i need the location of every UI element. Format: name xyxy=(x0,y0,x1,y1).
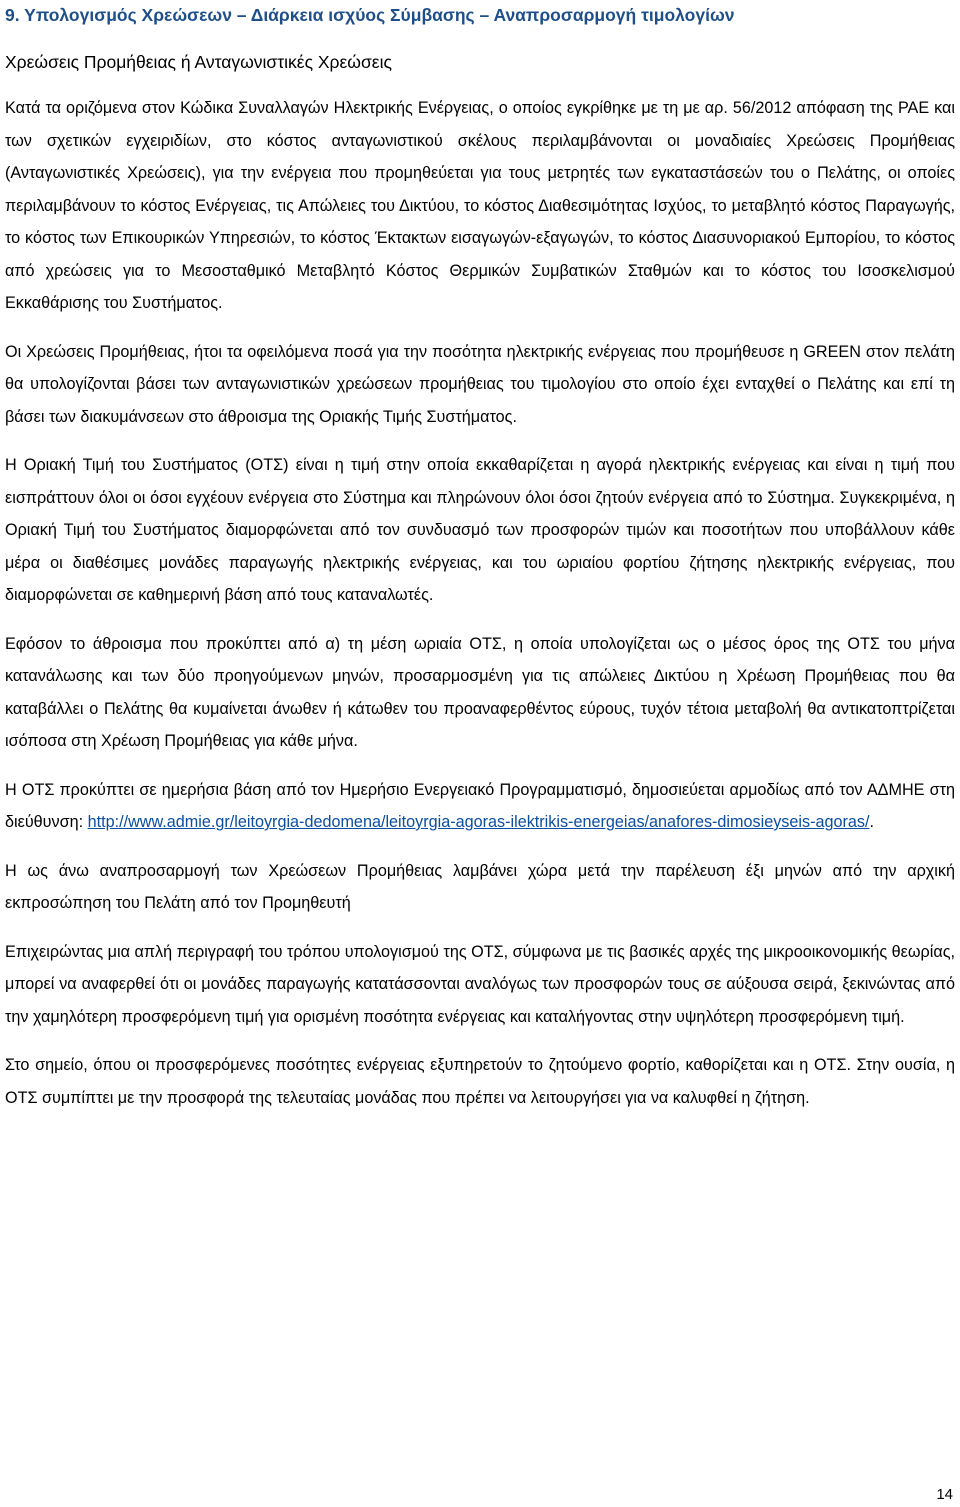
otc-publication-end: . xyxy=(869,813,874,831)
paragraph-otc-description: Επιχειρώντας μια απλή περιγραφή του τρόπου υπολογισμού της ΟΤΣ, σύμφωνα με τις βασικές αρχές της μικροοικονομικής θεωρίας, μπορεί να αναφερθεί ότι οι μονάδες παραγωγής κατατάσσονται αναλόγως των προσφορών τους σε αύξουσα σειρά, ξεκινώντας από την χαμηλότερη προσφερόμενη τιμή για ορισμένη ποσότητα ενέργειας και καταλήγοντας στην υψηλότερη προσφερόμενη τιμή. xyxy=(5,942,955,1026)
paragraph-average-otc: Εφόσον το άθροισμα που προκύπτει από α) τη μέση ωριαία ΟΤΣ, η οποία υπολογίζεται ως ο μέσος όρος της ΟΤΣ του μήνα κατανάλωσης και των δύο προηγούμενων μηνών, προσαρμοσμένη για τις απώλειες Δικτύου η Χρέωση Προμήθειας που θα καταβάλλει ο Πελάτης θα κυμαίνεται άνωθεν ή κάτωθεν του προαναφερθέντος εύρους, τυχόν τέτοια μεταβολή θα αντικατοπτρίζεται ισόποσα στη Χρέωση Προμήθειας για κάθε μήνα. xyxy=(5,634,955,750)
admie-link[interactable]: http://www.admie.gr/leitoyrgia-dedomena/leitoyrgia-agoras-ilektrikis-energeias/anafores-dimosieyseis-agoras/ xyxy=(87,813,870,831)
paragraph-supply-charges-calculation: Οι Χρεώσεις Προμήθειας, ήτοι τα οφειλόμενα ποσά για την ποσότητα ηλεκτρικής ενέργειας που προμήθευσε η GREEN στον πελάτη θα υπολογίζονται βάσει των ανταγωνιστικών χρεώσεων προμήθειας του τιμολογίου στο οποίο έχει ενταχθεί ο Πελάτης και επί τη βάσει των διακυμάνσεων στο άθροισμα της Οριακής Τιμής Συστήματος. xyxy=(5,342,955,426)
paragraph-otc-publication xyxy=(5,774,955,839)
paragraph-supply-charges: Κατά τα οριζόμενα στον Κώδικα Συναλλαγών Ηλεκτρικής Ενέργειας, ο οποίος εγκρίθηκε με τη με αρ. 56/2012 απόφαση της ΡΑΕ και των σχετικών εγχειριδίων, στο κόστος ανταγωνιστικού σκέλους περιλαμβάνονται οι μοναδιαίες Χρεώσεις Προμήθειας (Ανταγωνιστικές Χρεώσεις), για την ενέργεια που προμηθεύεται για τους μετρητές των εγκαταστάσεών του ο Πελάτης, οι οποίες περιλαμβάνουν το κόστος Ενέργειας, τις Απώλειες του Δικτύου, το κόστος Διαθεσιμότητας Ισχύος, το μεταβλητό κόστος Παραγωγής, το κόστος των Επικουρικών Υπηρεσιών, το κόστος Έκτακτων εισαγωγών-εξαγωγών, το κόστος Διασυνοριακού Εμπορίου, το κόστος από χρεώσεις για το Μεσοσταθμικό Μεταβλητό Κόστος Θερμικών Συμβατικών Σταθμών και το κόστος του Ισοσκελισμού Εκκαθάρισης του Συστήματος. xyxy=(5,99,955,312)
subsection-title: Χρεώσεις Προμήθειας ή Ανταγωνιστικές Χρεώσεις xyxy=(5,52,392,72)
otc-publication-text: Η ΟΤΣ προκύπτει σε ημερήσια βάση από τον Ημερήσιο Ενεργειακό Προγραμματισμό, δημοσιεύεται αρμοδίως από τον ΑΔΜΗΕ στη διεύθυνση: xyxy=(5,780,955,831)
page-number: 14 xyxy=(936,1486,953,1503)
paragraph-adjustment-timing: Η ως άνω αναπροσαρμογή των Χρεώσεων Προμήθειας λαμβάνει χώρα μετά την παρέλευση έξι μηνών από την αρχική εκπροσώπηση του Πελάτη από τον Προμηθευτή xyxy=(5,861,955,912)
paragraph-system-marginal-price: Η Οριακή Τιμή του Συστήματος (ΟΤΣ) είναι η τιμή στην οποία εκκαθαρίζεται η αγορά ηλεκτρικής ενέργειας και είναι η τιμή που εισπράττουν όλοι οι όσοι εγχέουν ενέργεια στο Σύστημα και πληρώνουν όλοι όσοι ζητούν ενέργεια από το Σύστημα. Συγκεκριμένα, η Οριακή Τιμή του Συστήματος διαμορφώνεται από τον συνδυασμό των προσφορών τιμών και ποσοτήτων που υποβάλλουν κάθε μέρα οι διαθέσιμες μονάδες παραγωγής ηλεκτρικής ενέργειας, και του ωριαίου φορτίου ζήτησης ηλεκτρικής ενέργειας, που διαμορφώνεται σε καθημερινή βάση από τους καταναλωτές. xyxy=(5,456,955,604)
section-title: 9. Υπολογισμός Χρεώσεων – Διάρκεια ισχύος Σύμβασης – Αναπροσαρμογή τιμολογίων xyxy=(5,5,735,25)
paragraph-otc-determination: Στο σημείο, όπου οι προσφερόμενες ποσότητες ενέργειας εξυπηρετούν το ζητούμενο φορτίο, καθορίζεται και η ΟΤΣ. Στην ουσία, η ΟΤΣ συμπίπτει με την προσφορά της τελευταίας μονάδας που πρέπει να λειτουργήσει για να καλυφθεί η ζήτηση. xyxy=(5,1056,955,1107)
